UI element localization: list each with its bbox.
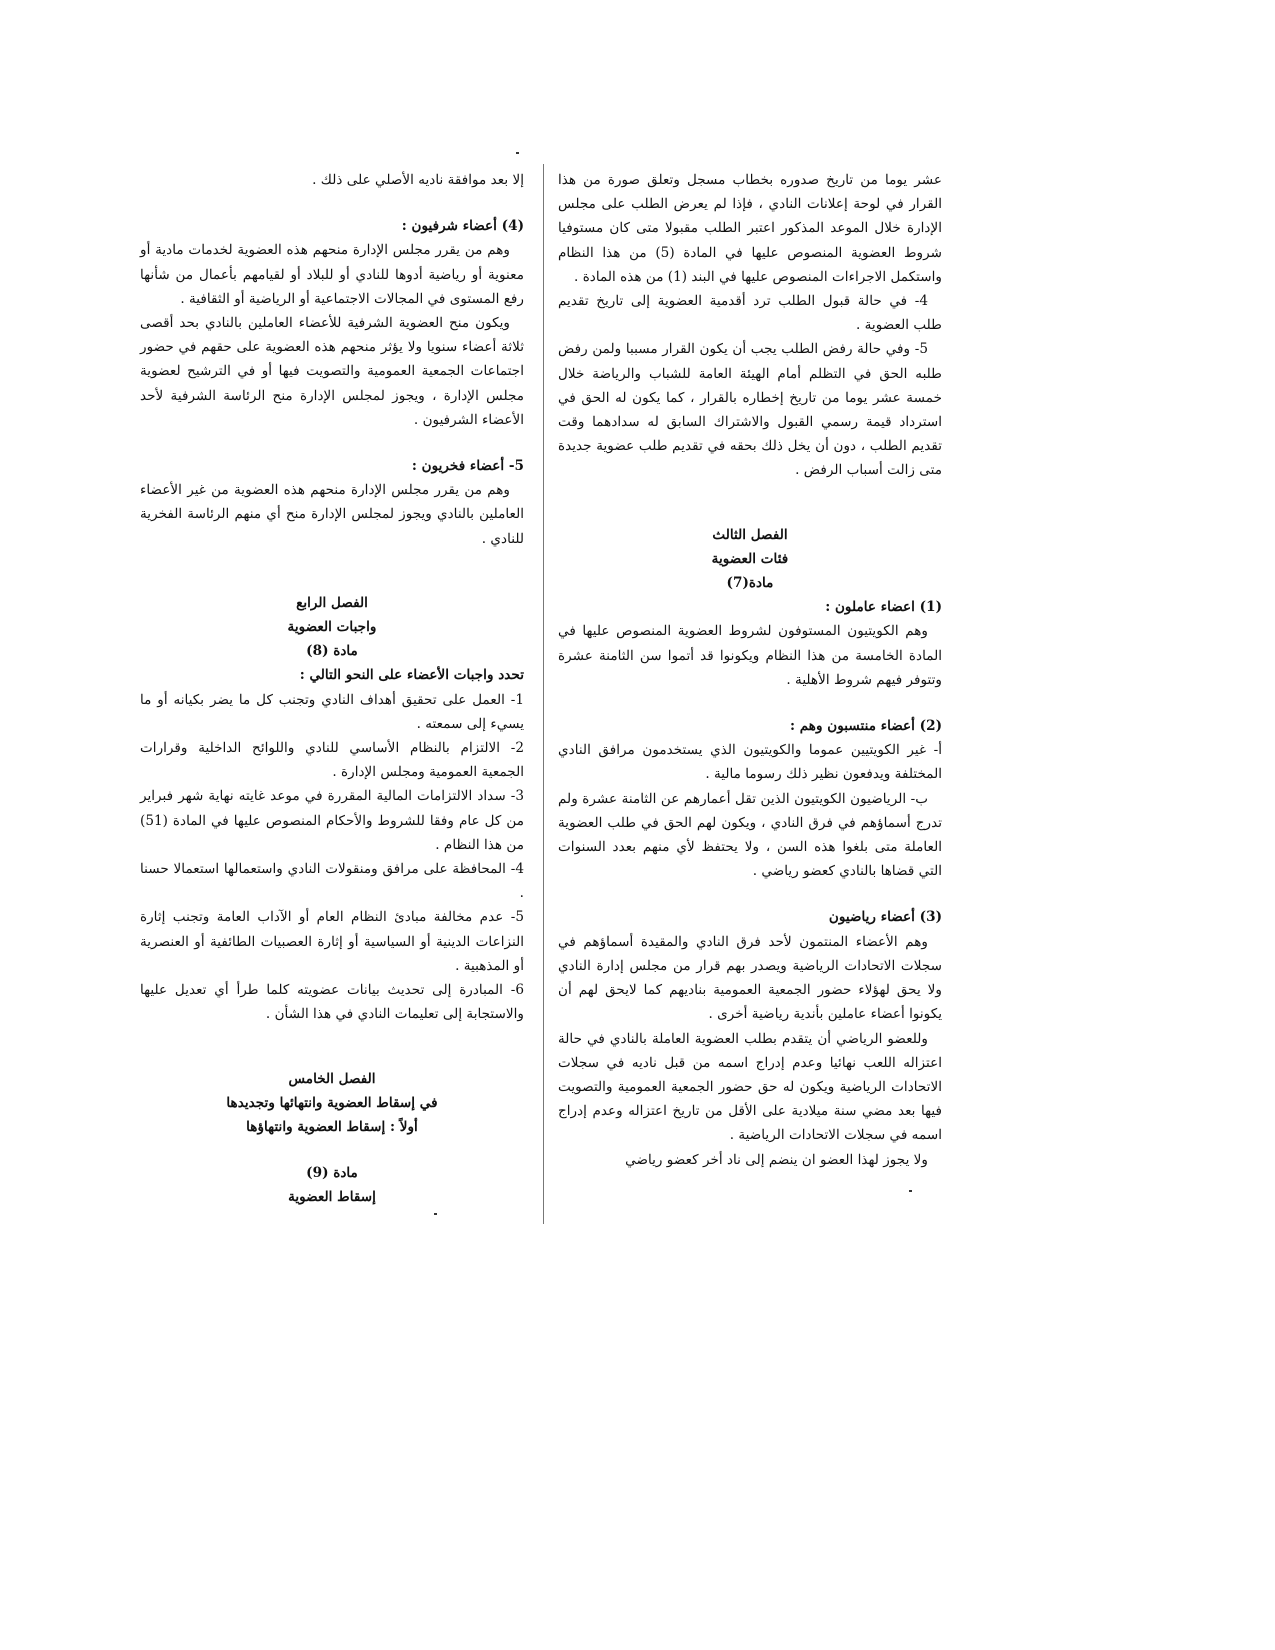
left-column — [140, 168, 524, 1210]
column-divider — [543, 164, 544, 1224]
paragraph: وهم الأعضاء المنتمون لأحد فرق النادي والمقيدة أسماؤهم في سجلات الاتحادات الرياضية ويصدر بهم قرار من مجلس إدارة النادي ولا يحق لهؤلاء حضور الجمعية العمومية بناديهم كما لايحق لهم أن يكونوا أعضاء عاملين بأندية رياضية أخرى . — [558, 933, 942, 1023]
list-item: 2- الالتزام بالنظام الأساسي للنادي واللوائح الداخلية وقرارات الجمعية العمومية ومجلس الإدارة . — [140, 740, 524, 781]
paragraph: أ- غير الكويتيين عموما والكويتيون الذي يستخدمون مرافق النادي المختلفة ويدفعون نظير ذلك رسوما مالية . — [558, 742, 942, 783]
paragraph: ولا يجوز لهذا العضو ان ينضم إلى ناد أخر كعضو رياضي — [625, 1151, 928, 1168]
section-heading: (3) أعضاء رياضيون — [828, 909, 942, 926]
paragraph: ويكون منح العضوية الشرفية للأعضاء العاملين بالنادي بحد أقصى ثلاثة أعضاء سنويا ولا يؤثر منحهم هذه العضوية على حقهم في حضور اجتماعات الجمعية العمومية والتصويت فيها أو في الترشيح لعضوية مجلس الإدارة ، ويجوز لمجلس الإدارة منح الرئاسة الشرفية لأحد الأعضاء الشرفيون . — [140, 315, 524, 428]
chapter-heading — [140, 591, 524, 664]
right-column — [558, 168, 942, 1172]
scan-speck — [909, 1190, 912, 1192]
chapter-heading — [140, 1067, 524, 1140]
section-heading: (1) اعضاء عاملون : — [825, 599, 942, 616]
chapter-subtitle: في إسقاط العضوية وانتهائها وتجديدها — [226, 1094, 438, 1111]
chapter-part: أولاً : إسقاط العضوية وانتهاؤها — [246, 1118, 418, 1135]
list-item: 4- المحافظة على مرافق ومنقولات النادي واستعمالها استعمالا حسنا . — [140, 861, 524, 902]
article-number: مادة (8) — [306, 643, 358, 660]
list-item: 5- عدم مخالفة مبادئ النظام العام أو الآداب العامة وتجنب إثارة النزاعات الدينية أو السياسية أو إثارة العصبيات الطائفية أو العنصرية أو المذهبية . — [140, 909, 524, 974]
paragraph: وهم الكويتيون المستوفون لشروط العضوية المنصوص عليها في المادة الخامسة من هذا النظام ويكونوا قد أتموا سن الثامنة عشرة وتتوفر فيهم شروط الأهلية . — [558, 623, 942, 688]
paragraph: وهم من يقرر مجلس الإدارة منحهم هذه العضوية لخدمات مادية أو معنوية أو رياضية أدوها للنادي أو للبلاد أو لقيامهم بأعمال من شأنها رفع المستوى في المجالات الاجتماعية أو الرياضية أو الثقافية . — [140, 242, 524, 307]
article-title: إسقاط العضوية — [288, 1189, 376, 1206]
section-heading: 5- أعضاء فخريون : — [411, 458, 524, 475]
paragraph: 5- وفي حالة رفض الطلب يجب أن يكون القرار مسببا ولمن رفض طلبه الحق في التظلم أمام الهيئة العامة للشباب والرياضة خلال خمسة عشر يوما من تاريخ إخطاره بالقرار ، كما يكون له الحق في استرداد قيمة رسمي القبول والاشتراك السابق له سدادهما وقت تقديم الطلب ، دون أن يخل ذلك بحقه في تقديم طلب عضوية جديدة متى زالت أسباب الرفض . — [558, 341, 942, 479]
chapter-title: الفصل الخامس — [288, 1070, 376, 1087]
list-item: 3- سداد الالتزامات المالية المقررة في موعد غايته نهاية شهر فبراير من كل عام وفقا للشروط والأحكام المنصوص عليها في المادة (51) من هذا النظام . — [140, 788, 524, 853]
chapter-title: الفصل الرابع — [296, 594, 368, 611]
section-heading: (2) أعضاء منتسبون وهم : — [790, 718, 942, 735]
chapter-subtitle: فئات العضوية — [711, 550, 789, 567]
article-number: مادة (9) — [306, 1165, 358, 1182]
list-item: 1- العمل على تحقيق أهداف النادي وتجنب كل ما يضر بكيانه أو ما يسيء إلى سمعته . — [140, 691, 524, 732]
list-item: 6- المبادرة إلى تحديث بيانات عضويته كلما طرأ أي تعديل عليها والاستجابة إلى تعليمات النادي في هذا الشأن . — [140, 982, 524, 1023]
article-number: مادة(7) — [726, 575, 774, 592]
paragraph: وهم من يقرر مجلس الإدارة منحهم هذه العضوية من غير الأعضاء العاملين بالنادي ويجوز لمجلس الإدارة منح أي منهم الرئاسة الفخرية للنادي . — [140, 482, 524, 547]
scan-speck — [434, 1213, 437, 1215]
chapter-heading — [558, 523, 942, 596]
scan-speck — [516, 152, 519, 154]
paragraph: وللعضو الرياضي أن يتقدم بطلب العضوية العاملة بالنادي في حالة اعتزاله اللعب نهائيا وعدم إدراج اسمه من قبل ناديه في سجلات الاتحادات الرياضية ويكون له حق حضور الجمعية العمومية والتصويت فيها بعد مضي سنة ميلادية على الأقل من تاريخ اعتزاله وعدم إدراج اسمه في سجلات الاتحادات الرياضية . — [558, 1030, 942, 1144]
article-heading — [140, 1161, 524, 1209]
paragraph: إلا بعد موافقة ناديه الأصلي على ذلك . — [312, 172, 524, 188]
section-heading: تحدد واجبات الأعضاء على النحو التالي : — [299, 667, 524, 684]
chapter-title: الفصل الثالث — [712, 526, 788, 543]
chapter-subtitle: واجبات العضوية — [287, 619, 377, 636]
paragraph: عشر يوما من تاريخ صدوره بخطاب مسجل وتعلق صورة من هذا القرار في لوحة إعلانات النادي ، فإذا لم يعرض الطلب على مجلس الإدارة خلال الموعد المذكور اعتبر الطلب مقبولا متى كان مستوفيا شروط العضوية المنصوص عليها في المادة (5) من هذا النظام واستكمل الاجراءات المنصوص عليها في البند (1) من هذه المادة . — [558, 172, 942, 285]
section-heading: (4) أعضاء شرفيون : — [401, 218, 524, 235]
paragraph: 4- في حالة قبول الطلب ترد أقدمية العضوية إلى تاريخ تقديم طلب العضوية . — [558, 293, 942, 334]
paragraph: ب- الرياضيون الكويتيون الذين تقل أعمارهم عن الثامنة عشرة ولم تدرج أسماؤهم في فرق النادي ، ويكون لهم الحق في طلب العضوية العاملة متى بلغوا هذه السن ، ولا يحتفظ لأي منهم بعدد السنوات التي قضاها بالنادي كعضو رياضي . — [558, 790, 942, 880]
